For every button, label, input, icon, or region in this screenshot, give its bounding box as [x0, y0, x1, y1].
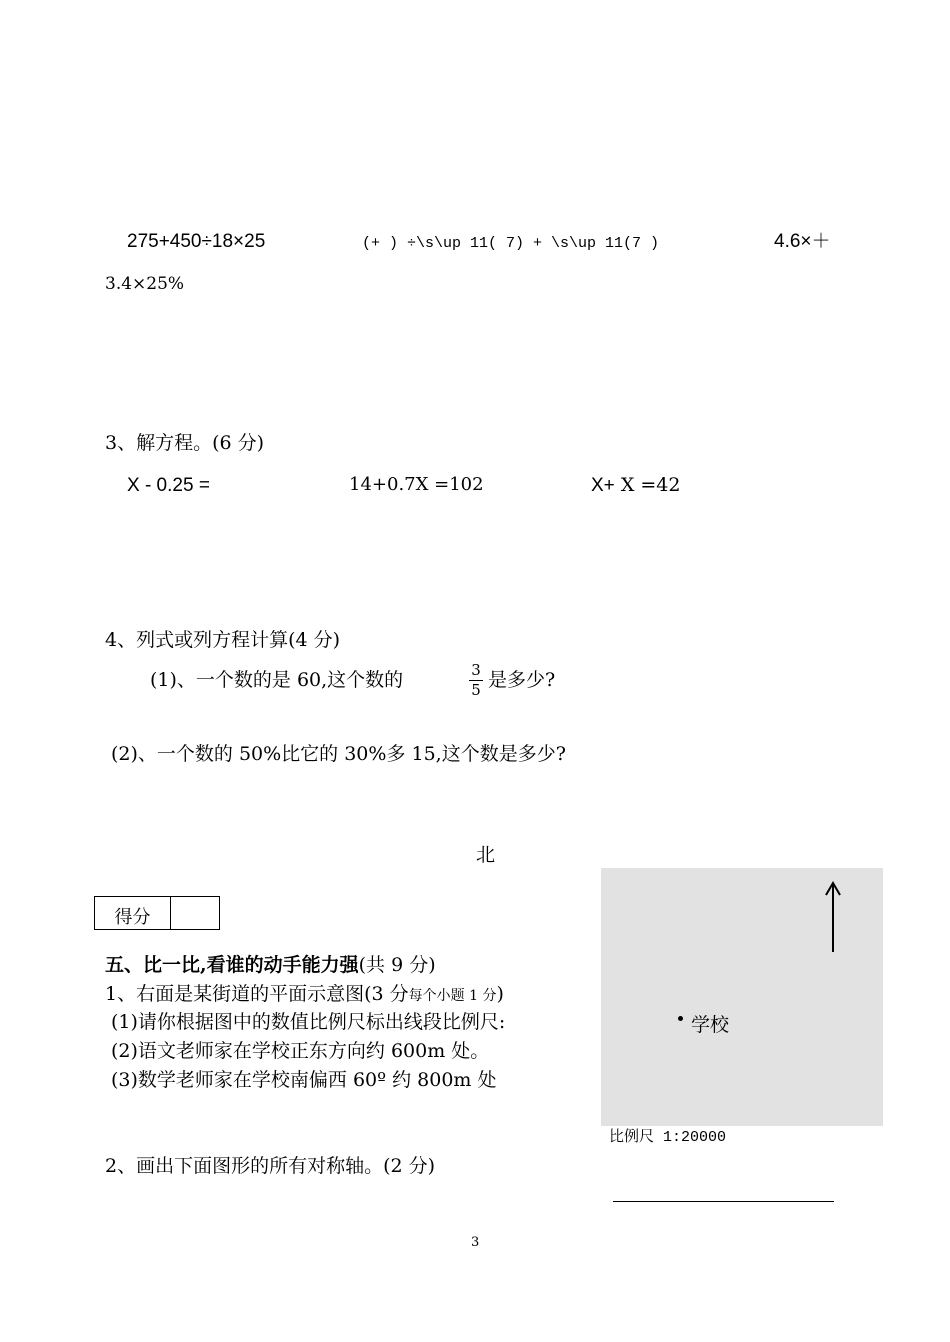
section-3-title: 3、解方程。(6 分) [105, 432, 265, 454]
fraction-three-fifths [468, 663, 484, 698]
question-4-1-text: (1)、一个数的是 60,这个数的 [150, 669, 404, 691]
calc-expression-3-continued: 3.4×25% [105, 274, 185, 294]
question-5-1-close: ) [496, 983, 504, 1005]
north-arrow-icon [823, 880, 843, 954]
equation-3-rest: X =42 [614, 474, 681, 496]
equation-2: 14+0.7X =102 [349, 474, 484, 495]
question-5-1-1: (1)请你根据图中的数值比例尺标出线段比例尺: [111, 1011, 506, 1033]
calc-expression-2: (+ ) ÷\s\up 11( 7) + \s\up 11(7 ) [362, 235, 660, 252]
section-5-points: (共 9 分) [358, 954, 436, 976]
school-dot [678, 1016, 683, 1021]
question-5-1-2: (2)语文老师家在学校正东方向约 600m 处。 [111, 1040, 490, 1062]
question-4-2-text: (2)、一个数的 50%比它的 30%多 15,这个数是多少? [111, 743, 566, 765]
street-map [601, 868, 883, 1126]
section-5-title [105, 956, 436, 975]
question-5-2: 2、画出下面图形的所有对称轴。(2 分) [105, 1155, 436, 1177]
equation-1: X - 0.25 = [127, 475, 210, 496]
score-label: 得分 [95, 897, 171, 929]
question-5-1-3: (3)数学老师家在学校南偏西 60º 约 800m 处 [111, 1069, 497, 1091]
equation-3-lead: X+ [591, 475, 615, 496]
question-4-1-ending: 是多少? [488, 669, 556, 691]
equation-3 [591, 476, 680, 495]
question-5-1-text: 1、右面是某街道的平面示意图(3 分 [105, 983, 409, 1005]
question-5-1 [105, 985, 504, 1004]
scale-label: 比例尺 1:20000 [609, 1129, 727, 1146]
calc-expression-3: 4.6×＋ [774, 231, 831, 252]
fraction-numerator: 3 [471, 661, 481, 679]
score-box [94, 896, 220, 930]
scale-line [613, 1201, 834, 1202]
question-5-1-note: 每个小题 1 分 [408, 988, 497, 1004]
north-label: 北 [476, 844, 496, 866]
section-5-title-text: 五、比一比,看谁的动手能力强 [105, 954, 359, 976]
calc-expression-1: 275+450÷18×25 [127, 231, 266, 252]
fraction-denominator: 5 [471, 681, 481, 699]
school-label: 学校 [691, 1014, 730, 1036]
page-number: 3 [471, 1235, 480, 1250]
section-4-title: 4、列式或列方程计算(4 分) [105, 629, 341, 651]
